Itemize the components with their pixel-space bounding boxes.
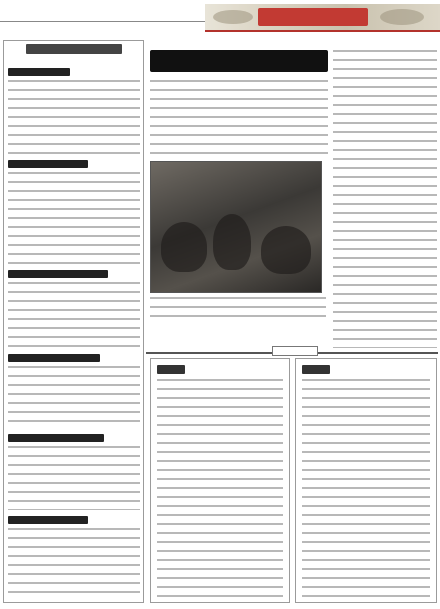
photo-figure — [213, 214, 251, 270]
brief-heading — [8, 516, 88, 524]
article-body-continued — [333, 50, 437, 348]
brief-heading — [8, 434, 104, 442]
brief-text — [8, 366, 140, 428]
brief-heading — [8, 270, 108, 278]
photo-figure — [261, 226, 311, 274]
brief-heading — [8, 160, 88, 168]
brief-text — [8, 528, 140, 598]
article-body — [150, 80, 328, 156]
box-text — [157, 379, 283, 597]
brief-text — [8, 172, 140, 264]
brief-text — [8, 282, 140, 348]
box-heading — [302, 365, 330, 374]
brief-heading — [8, 354, 100, 362]
section-masthead — [258, 8, 368, 26]
section-divider-label — [272, 346, 318, 356]
map-continent — [380, 9, 424, 25]
news-photo — [150, 161, 322, 293]
brief-text — [8, 80, 140, 154]
photo-figure — [161, 222, 207, 272]
box-text — [302, 379, 430, 597]
column-heading — [26, 44, 122, 54]
brief-heading — [8, 68, 70, 76]
international-news-box — [295, 358, 437, 603]
box-heading — [157, 365, 185, 374]
map-continent — [213, 10, 253, 24]
brief-text — [8, 446, 140, 510]
main-headline — [150, 50, 328, 72]
photo-caption — [150, 297, 326, 317]
domestic-news-box — [150, 358, 290, 603]
